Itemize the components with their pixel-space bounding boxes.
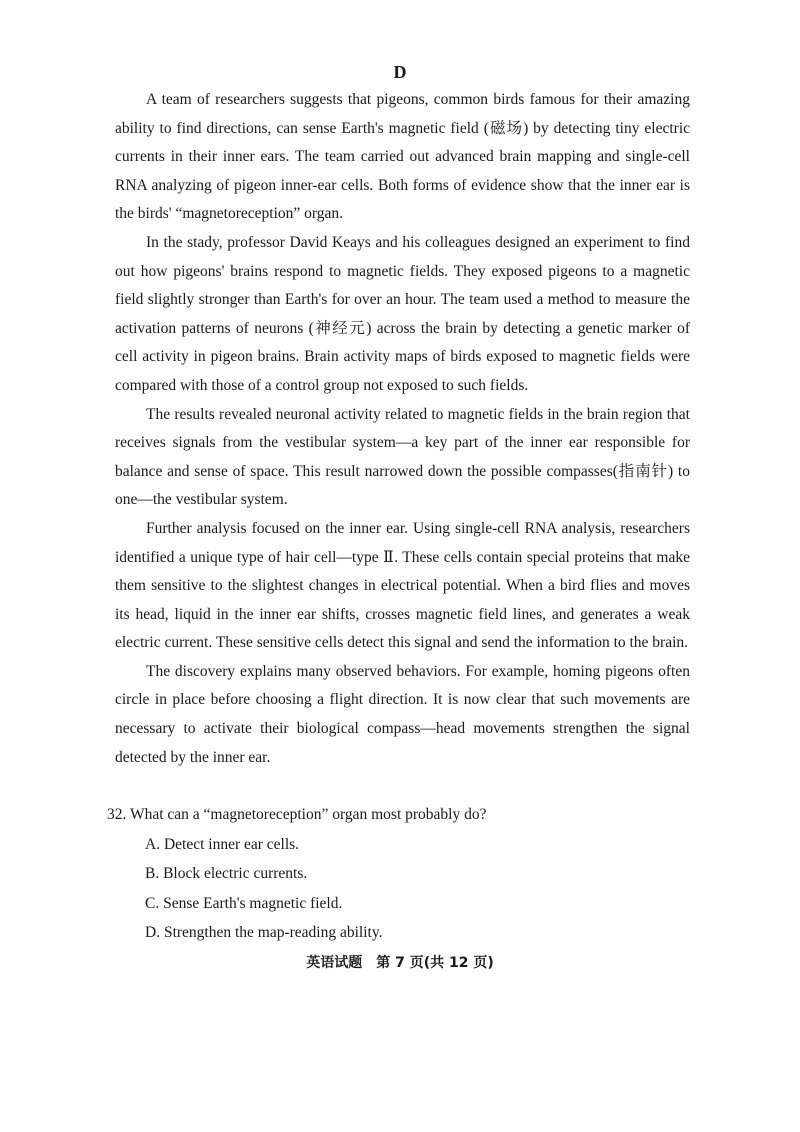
option-a: A. Detect inner ear cells. bbox=[145, 835, 300, 853]
option-c: C. Sense Earth's magnetic field. bbox=[145, 894, 343, 912]
reading-passage bbox=[115, 86, 690, 772]
question-stem: 32. What can a “magnetoreception” organ most probably do? bbox=[107, 806, 487, 823]
paragraph-3: The results revealed neuronal activity related to magnetic fields in the brain region that receives signals from the vestibular system—a key part of the inner ear responsible for balance and sense of space. This result narrowed down the possible compasses(指南针) to one—the vestibular system. bbox=[115, 405, 690, 509]
paragraph-1: A team of researchers suggests that pigeons, common birds famous for their amazing ability to find directions, can sense Earth's magnetic field (磁场) by detecting tiny electric currents in their inner ears. The team carried out advanced brain mapping and single-cell RNA analyzing of pigeon inner-ear cells. Both forms of evidence show that the inner ear is the birds' “magnetoreception” organ. bbox=[115, 91, 690, 223]
paragraph-2: In the stady, professor David Keays and his colleagues designed an experiment to find out how pigeons' brains respond to magnetic fields. They exposed pigeons to a magnetic field slightly stronger than Earth's for over an hour. The team used a method to measure the activation patterns of neurons (神经元) across the brain by detecting a genetic marker of cell activity in pigeon brains. Brain activity maps of birds exposed to magnetic fields were compared with those of a control group not exposed to such fields. bbox=[115, 233, 690, 394]
option-b: B. Block electric currents. bbox=[145, 865, 308, 882]
question-32 bbox=[107, 800, 690, 948]
option-d: D. Strengthen the map-reading ability. bbox=[145, 924, 383, 941]
paragraph-5: The discovery explains many observed behaviors. For example, homing pigeons often circle in place before choosing a flight direction. It is now clear that such movements are necessary to activate their biological compass—head movements strengthen the signal detected by the inner ear. bbox=[115, 662, 690, 766]
page-footer: 英语试题 第 7 页(共 12 页) bbox=[306, 955, 494, 971]
section-heading: D bbox=[393, 62, 407, 82]
paragraph-4: Further analysis focused on the inner ear. Using single-cell RNA analysis, researchers identified a unique type of hair cell—type Ⅱ. These cells contain special proteins that make them sensitive to the slightest changes in electrical potential. When a bird flies and moves its head, liquid in the inner ear shifts, crosses magnetic field lines, and generates a weak electric current. These sensitive cells detect this signal and send the information to the brain. bbox=[115, 519, 690, 652]
